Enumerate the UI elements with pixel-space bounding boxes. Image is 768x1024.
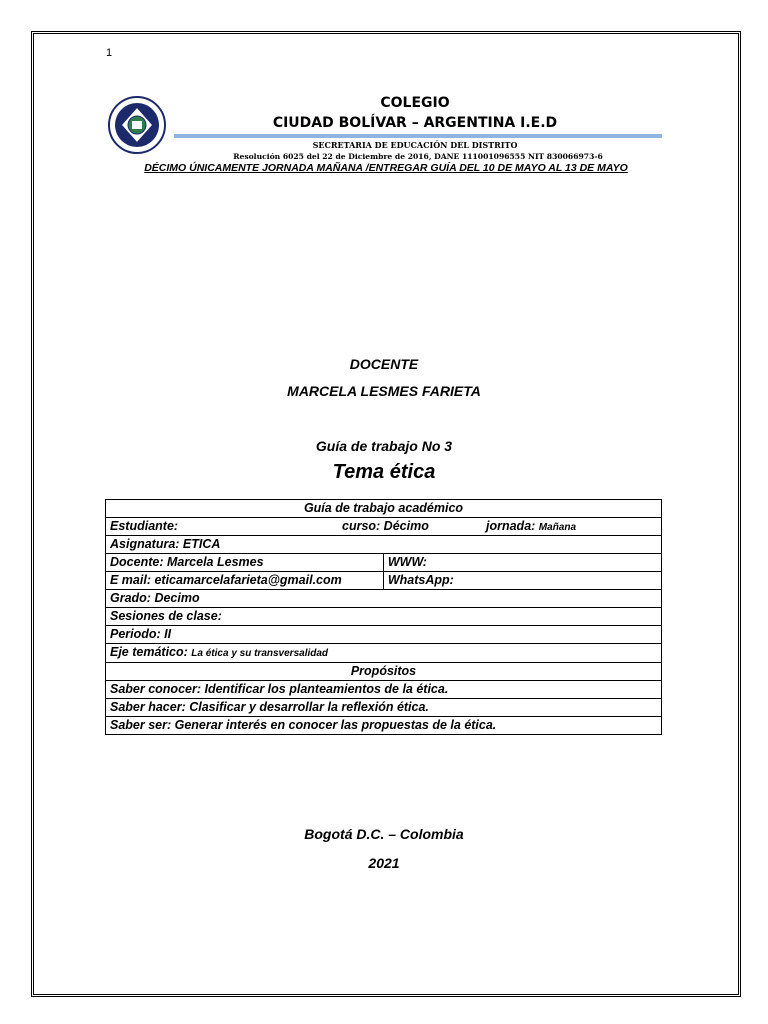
whatsapp-cell: WhatsApp: <box>383 572 661 590</box>
table-row <box>106 536 662 554</box>
grade-cell: Grado: Decimo <box>106 590 662 608</box>
saber-ser-cell: Saber ser: Generar interés en conocer las propuestas de la ética. <box>106 717 662 735</box>
email-cell: E mail: eticamarcelafarieta@gmail.com <box>106 572 384 590</box>
table-row <box>106 717 662 735</box>
docente-label: DOCENTE <box>349 356 419 372</box>
shift-field <box>486 518 576 536</box>
table-row <box>106 500 662 518</box>
subject-cell: Asignatura: ETICA <box>106 536 662 554</box>
table-row <box>106 699 662 717</box>
table-row <box>106 608 662 626</box>
table-row <box>106 518 662 536</box>
shift-value: Mañana <box>538 522 577 533</box>
header-divider <box>174 134 662 138</box>
student-label: Estudiante: <box>110 519 179 533</box>
www-cell: WWW: <box>383 554 661 572</box>
table-row <box>106 590 662 608</box>
table-row <box>106 681 662 699</box>
delivery-notice: DÉCIMO ÚNICAMENTE JORNADA MAÑANA /ENTREGAR GUÍA DEL 10 DE MAYO AL 13 DE MAYO <box>144 162 628 174</box>
resolucion-text: Resolución 6025 del 22 de Diciembre de 2016, DANE 111001096555 NIT 830066973-6 <box>233 152 603 161</box>
theme-axis-cell <box>106 644 662 663</box>
school-title: COLEGIO <box>380 95 450 111</box>
purposes-heading: Propósitos <box>106 663 662 681</box>
saber-hacer-cell: Saber hacer: Clasificar y desarrollar la reflexión ética. <box>106 699 662 717</box>
table-row <box>106 626 662 644</box>
table-row <box>106 644 662 663</box>
guide-number: Guía de trabajo No 3 <box>315 438 453 454</box>
guide-topic: Tema ética <box>332 461 436 483</box>
sessions-cell: Sesiones de clase: <box>106 608 662 626</box>
table-row <box>106 663 662 681</box>
footer-year: 2021 <box>368 855 400 871</box>
saber-conocer-cell: Saber conocer: Identificar los planteamientos de la ética. <box>106 681 662 699</box>
theme-axis-value: La ética y su transversalidad <box>191 648 329 659</box>
school-name: CIUDAD BOLÍVAR – ARGENTINA I.E.D <box>272 115 558 131</box>
table-row <box>106 572 662 590</box>
page-number: 1 <box>106 47 113 59</box>
table-title: Guía de trabajo académico <box>106 500 662 518</box>
docente-name: MARCELA LESMES FARIETA <box>287 383 481 399</box>
course-label: curso: Décimo <box>342 519 429 533</box>
school-header <box>170 94 660 132</box>
school-crest-icon <box>107 95 167 155</box>
period-cell: Periodo: II <box>106 626 662 644</box>
student-row <box>106 518 662 536</box>
secretaria-text: SECRETARIA DE EDUCACIÓN DEL DISTRITO <box>312 140 518 150</box>
shift-label: jornada: <box>486 519 536 533</box>
footer-place: Bogotá D.C. – Colombia <box>304 826 464 842</box>
guide-info-table <box>105 499 662 735</box>
teacher-cell: Docente: Marcela Lesmes <box>106 554 384 572</box>
theme-axis-label: Eje temático: <box>110 645 188 659</box>
table-row <box>106 554 662 572</box>
